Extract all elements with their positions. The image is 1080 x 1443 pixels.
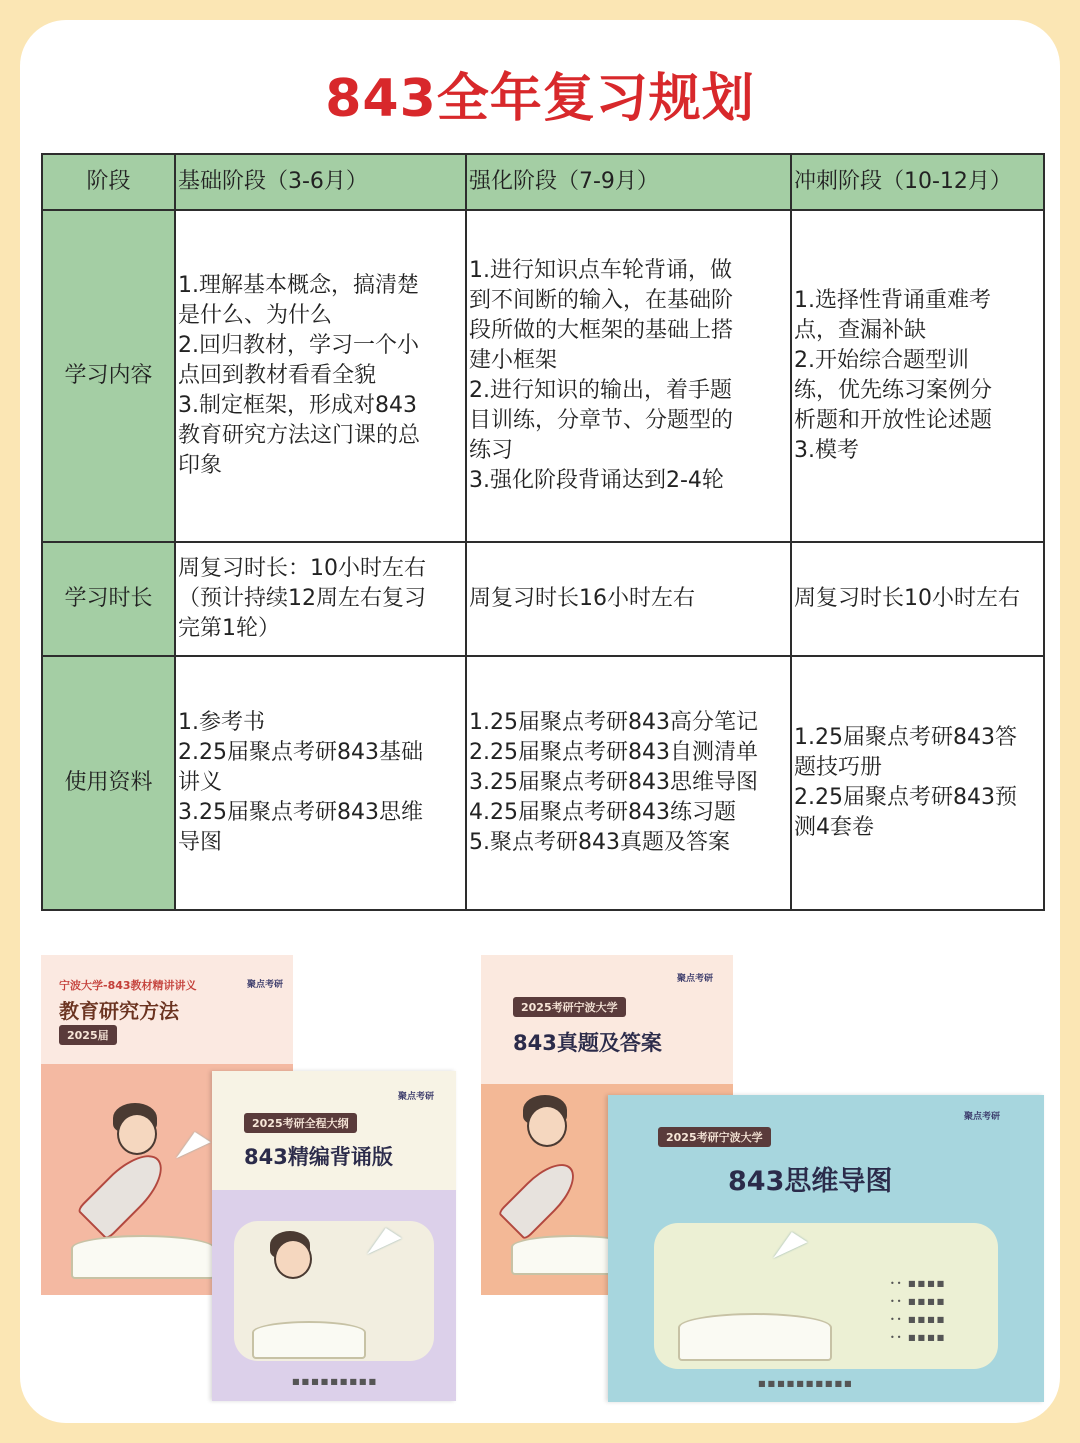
- cell-materials-basic: [175, 656, 466, 910]
- book2-logo: 聚点考研: [398, 1092, 435, 1102]
- cell-duration-sprint: [791, 542, 1044, 656]
- row-label-materials: 使用资料: [42, 656, 175, 910]
- cell-line: 析题和开放性论述题: [794, 408, 993, 433]
- book2-title: 843精编背诵版: [244, 1145, 393, 1169]
- cell-line: 1.选择性背诵重难考: [794, 288, 991, 313]
- rocket-illustration: [76, 1143, 174, 1241]
- book4-title: 843思维导图: [728, 1166, 893, 1197]
- cell-line: 1.理解基本概念，搞清楚: [178, 273, 419, 298]
- cell-materials-sprint: [791, 656, 1044, 910]
- cell-line: 点，查漏补缺: [794, 318, 927, 343]
- open-book-illustration: [252, 1321, 366, 1359]
- cell-line: 题技巧册: [794, 755, 883, 780]
- cell-line: 1.参考书: [178, 710, 265, 735]
- cell-line: 讲义: [178, 770, 223, 795]
- cell-content-sprint: [791, 210, 1044, 542]
- cell-line: 印象: [178, 453, 223, 478]
- cell-line: 2.25届聚点考研843预: [794, 785, 1017, 810]
- book3-logo: 聚点考研: [677, 974, 714, 984]
- cell-line: 3.强化阶段背诵达到2-4轮: [469, 468, 724, 493]
- cell-line: 导图: [178, 830, 223, 855]
- cell-duration-strengthen: [466, 542, 791, 656]
- cell-line: 5.聚点考研843真题及答案: [469, 830, 730, 855]
- cell-content-basic: [175, 210, 466, 542]
- cell-line: 练习: [469, 438, 514, 463]
- book1-tag: 2025届: [59, 1025, 117, 1045]
- cell-line: 建小框架: [469, 348, 558, 373]
- row-label-duration: 学习时长: [42, 542, 175, 656]
- cell-line: 3.25届聚点考研843思维导图: [469, 770, 758, 795]
- header-basic: 基础阶段（3-6月）: [175, 154, 466, 210]
- cell-line: 2.回归教材，学习一个小: [178, 333, 419, 358]
- book4-list: •• ■■■■ •• ■■■■ •• ■■■■ •• ■■■■: [890, 1279, 947, 1342]
- book2-footer: ■■■■■■■■■: [292, 1377, 379, 1386]
- cell-line: 练，优先练习案例分: [794, 378, 993, 403]
- book2-tag: 2025考研全程大纲: [244, 1113, 357, 1133]
- paper-plane-icon: [169, 1128, 210, 1159]
- book4-footer: ■■■■■■■■■■: [758, 1379, 854, 1388]
- book1-logo: 聚点考研: [247, 980, 284, 990]
- open-book-illustration: [678, 1313, 832, 1361]
- cell-line: 目训练，分章节、分题型的: [469, 408, 734, 433]
- cell-line: 2.25届聚点考研843基础: [178, 740, 423, 765]
- boy-illustration: [527, 1105, 567, 1147]
- cell-materials-strengthen: [466, 656, 791, 910]
- rocket-illustration: [497, 1153, 585, 1241]
- header-sprint: 冲刺阶段（10-12月）: [791, 154, 1044, 210]
- row-label-content: 学习内容: [42, 210, 175, 542]
- cell-line: 测4套卷: [794, 815, 874, 840]
- cell-line: 2.开始综合题型训: [794, 348, 969, 373]
- cell-line: 教育研究方法这门课的总: [178, 423, 421, 448]
- table-row: [42, 656, 1044, 910]
- book4-tag: 2025考研宁波大学: [658, 1127, 771, 1147]
- book1-title: 教育研究方法: [59, 999, 179, 1023]
- cell-content-strengthen: [466, 210, 791, 542]
- cell-line: 周复习时长10小时左右: [794, 586, 1020, 611]
- cell-line: 是什么、为什么: [178, 303, 333, 328]
- book3-tag: 2025考研宁波大学: [513, 997, 626, 1017]
- book3-title: 843真题及答案: [513, 1031, 662, 1055]
- cell-line: 周复习时长16小时左右: [469, 586, 695, 611]
- cell-line: 2.进行知识的输出，着手题: [469, 378, 732, 403]
- open-book-illustration: [71, 1235, 215, 1279]
- book4-logo: 聚点考研: [964, 1112, 1001, 1122]
- cell-line: 到不间断的输入，在基础阶: [469, 288, 734, 313]
- cell-line: 3.制定框架，形成对843: [178, 393, 417, 418]
- table-row: [42, 542, 1044, 656]
- header-strengthen: 强化阶段（7-9月）: [466, 154, 791, 210]
- cell-line: 3.模考: [794, 438, 859, 463]
- cell-line: （预计持续12周左右复习: [178, 586, 426, 611]
- table-header-row: [42, 154, 1044, 210]
- cell-line: 1.25届聚点考研843高分笔记: [469, 710, 758, 735]
- cell-line: 1.进行知识点车轮背诵，做: [469, 258, 732, 283]
- book1-series-label: 宁波大学-843教材精讲讲义: [59, 979, 197, 992]
- cell-line: 2.25届聚点考研843自测清单: [469, 740, 758, 765]
- cell-line: 点回到教材看看全貌: [178, 363, 377, 388]
- cell-line: 段所做的大框架的基础上搭: [469, 318, 734, 343]
- boy-illustration: [274, 1239, 312, 1279]
- page-title: 843全年复习规划: [325, 69, 755, 129]
- cell-line: 4.25届聚点考研843练习题: [469, 800, 736, 825]
- book-cover-recitation: [212, 1071, 456, 1401]
- cell-line: 周复习时长：10小时左右: [178, 556, 426, 581]
- cell-line: 1.25届聚点考研843答: [794, 725, 1017, 750]
- boy-illustration: [117, 1113, 157, 1155]
- header-stage: 阶段: [42, 154, 175, 210]
- study-plan-table: [41, 153, 1045, 911]
- table-row: [42, 210, 1044, 542]
- cell-duration-basic: [175, 542, 466, 656]
- cell-line: 完第1轮）: [178, 616, 280, 641]
- cell-line: 3.25届聚点考研843思维: [178, 800, 423, 825]
- book-cover-mind-map: [608, 1095, 1044, 1402]
